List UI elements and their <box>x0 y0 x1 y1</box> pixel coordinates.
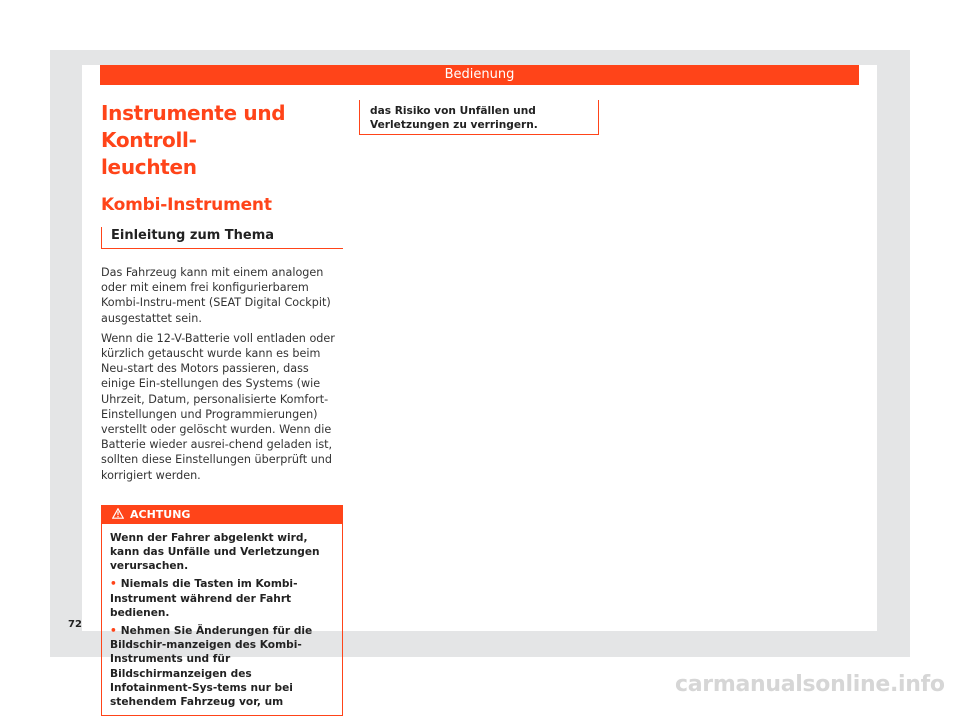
left-column <box>101 100 343 716</box>
warning-bullet-2 <box>110 624 334 709</box>
warning-label: ACHTUNG <box>130 507 191 521</box>
chapter-title-text: Instrumente und Kontroll- leuchten <box>101 101 286 179</box>
section-label: Bedienung <box>444 67 515 82</box>
bullet-icon: • <box>110 578 117 591</box>
warning-continuation-box <box>359 100 599 135</box>
warning-intro: Wenn der Fahrer abgelenkt wird, kann das Unfälle und Verletzungen verursachen. <box>110 531 320 573</box>
bullet-icon: • <box>110 625 117 638</box>
paragraph-2: Wenn die 12-V-Batterie voll entladen oder kürzlich getauscht wurde kann es beim Neu-start des Motors passieren, dass einige Ein-stellungen des Systems (wie Uhrzeit, Datum, personalisierte Komfort-Einstellungen und Programmierungen) verstellt oder gelöscht wurden. Wenn die Batterie wieder ausrei-chend geladen ist, sollten diese Einstellungen überprüft und korrigiert werden. <box>101 331 335 482</box>
chapter-title <box>101 100 343 181</box>
page-number: 72 <box>68 619 82 630</box>
warning-continuation-text: das Risiko von Unfällen und Verletzungen zu verringern. <box>370 105 538 132</box>
warning-box <box>101 505 343 716</box>
section-heading: Einleitung zum Thema <box>111 228 275 243</box>
warning-bullet-1 <box>110 577 334 620</box>
subchapter-title: Kombi-Instrument <box>101 195 272 215</box>
paragraph-1: Das Fahrzeug kann mit einem analogen oder mit einem frei konfigurierbarem Kombi-Instru-ment (SEAT Digital Cockpit) ausgestattet sein. <box>101 266 331 325</box>
warning-bullet-1-text: Niemals die Tasten im Kombi-Instrument während der Fahrt bedienen. <box>110 578 298 619</box>
warning-bullet-2-text: Nehmen Sie Änderungen für die Bildschir-manzeigen des Kombi-Instruments und für Bildschirmanzeigen des Infotainment-Sys-tems nur bei stehendem Fahrzeug vor, um <box>110 625 313 709</box>
section-heading-box <box>101 227 343 249</box>
watermark: carmanualsonline.info <box>675 672 945 697</box>
section-header-bar <box>100 65 859 85</box>
warning-header <box>102 506 342 524</box>
warning-body <box>102 524 342 715</box>
warning-triangle-icon <box>112 506 124 524</box>
